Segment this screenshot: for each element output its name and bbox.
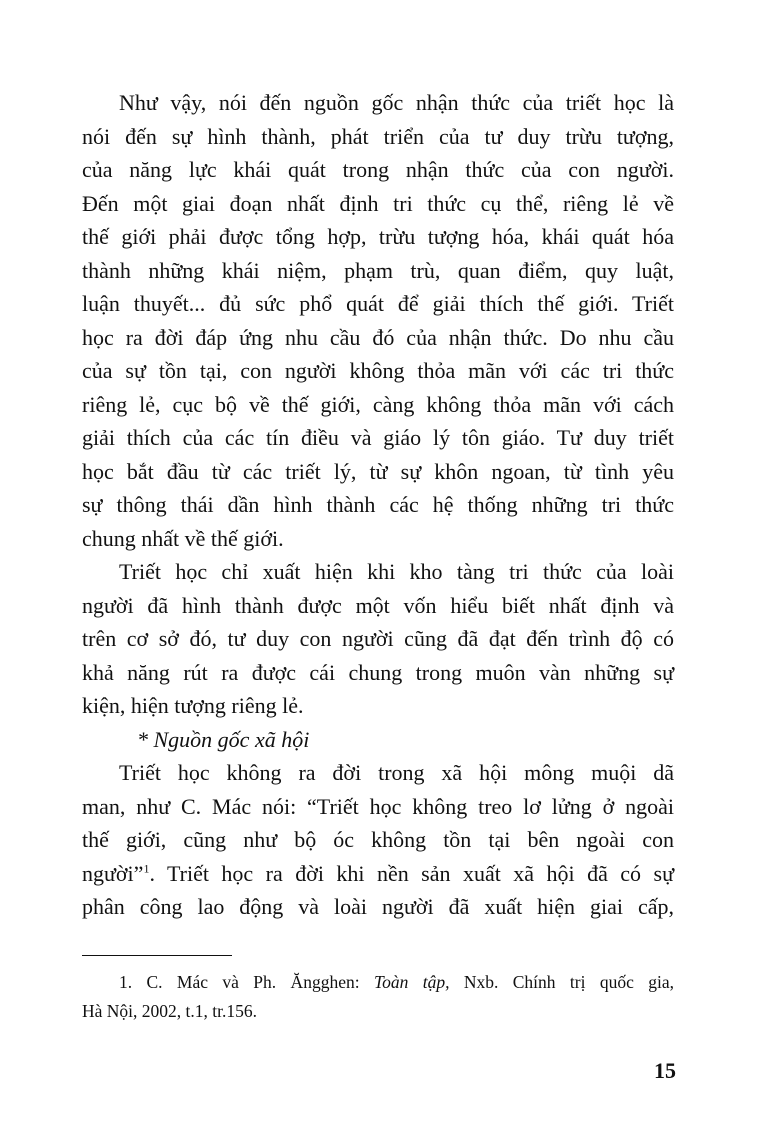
text-line: thế giới phải được tổng hợp, trừu tượng hóa, khái quát hóa: [82, 224, 674, 249]
text-line: Như vậy, nói đến nguồn gốc nhận thức của triết học là: [119, 90, 674, 115]
text-line: man, như C. Mác nói: “Triết học không treo lơ lửng ở ngoài: [82, 793, 674, 819]
text-line: kiện, hiện tượng riêng lẻ.: [82, 693, 304, 718]
text-fragment: . Triết học ra đời khi nền sản xuất xã hội đã có sự: [149, 860, 674, 886]
text-line: Đến một giai đoạn nhất định tri thức cụ thể, riêng lẻ về: [82, 190, 674, 216]
text-line: thành những khái niệm, phạm trù, quan điểm, quy luật,: [82, 257, 674, 283]
text-line: phân công lao động và loài người đã xuất hiện giai cấp,: [82, 894, 674, 919]
text-line: Triết học chỉ xuất hiện khi kho tàng tri thức của loài: [119, 559, 674, 584]
footnote-line: Hà Nội, 2002, t.1, tr.156.: [82, 1001, 257, 1021]
text-line: chung nhất về thế giới.: [82, 525, 284, 551]
text-fragment: người”: [82, 860, 144, 886]
text-line: của sự tồn tại, con người không thỏa mãn với các tri thức: [82, 358, 674, 383]
paragraph-knowledge-origin: [82, 86, 674, 555]
text-line: khả năng rút ra được cái chung trong muôn vàn những sự: [82, 659, 674, 685]
text-line: thế giới, cũng như bộ óc không tồn tại bên ngoài con: [82, 827, 674, 852]
text-line: học bắt đầu từ các triết lý, từ sự khôn ngoan, từ tình yêu: [82, 458, 674, 484]
text-line: của năng lực khái quát trong nhận thức của con người.: [82, 157, 674, 182]
footnote-suffix: Nxb. Chính trị quốc gia,: [449, 972, 674, 992]
footnote-separator: [82, 955, 232, 956]
text-line: luận thuyết... đủ sức phổ quát để giải thích thế giới. Triết: [82, 291, 674, 316]
footnote-prefix: 1. C. Mác và Ph. Ăngghen:: [119, 972, 374, 992]
text-line: học ra đời đáp ứng nhu cầu đó của nhận thức. Do nhu cầu: [82, 324, 674, 350]
footnote-book-title: Toàn tập,: [373, 972, 450, 992]
text-line-with-footnote: [82, 857, 674, 891]
text-line: sự thông thái dần hình thành các hệ thống những tri thức: [82, 492, 674, 517]
text-line: nói đến sự hình thành, phát triển của tư duy trừu tượng,: [82, 123, 674, 149]
section-heading-social-origin: * Nguồn gốc xã hội: [137, 726, 310, 752]
footnote-line: [82, 968, 674, 997]
text-line: Triết học không ra đời trong xã hội mông muội dã: [119, 760, 674, 785]
paragraph-social-origin: [82, 756, 674, 924]
text-line: riêng lẻ, cục bộ về thế giới, càng không thỏa mãn với cách: [82, 391, 674, 417]
text-line: giải thích của các tín điều và giáo lý tôn giáo. Tư duy triết: [82, 425, 674, 450]
text-line: trên cơ sở đó, tư duy con người cũng đã đạt đến trình độ có: [82, 626, 674, 651]
page-body: [82, 86, 674, 924]
paragraph-philosophy-emergence: [82, 555, 674, 723]
text-line: người đã hình thành được một vốn hiểu biết nhất định và: [82, 592, 674, 618]
page-number: 15: [654, 1058, 676, 1083]
footnote-area: [82, 968, 674, 1026]
footnote-marker[interactable]: 1: [143, 861, 150, 876]
